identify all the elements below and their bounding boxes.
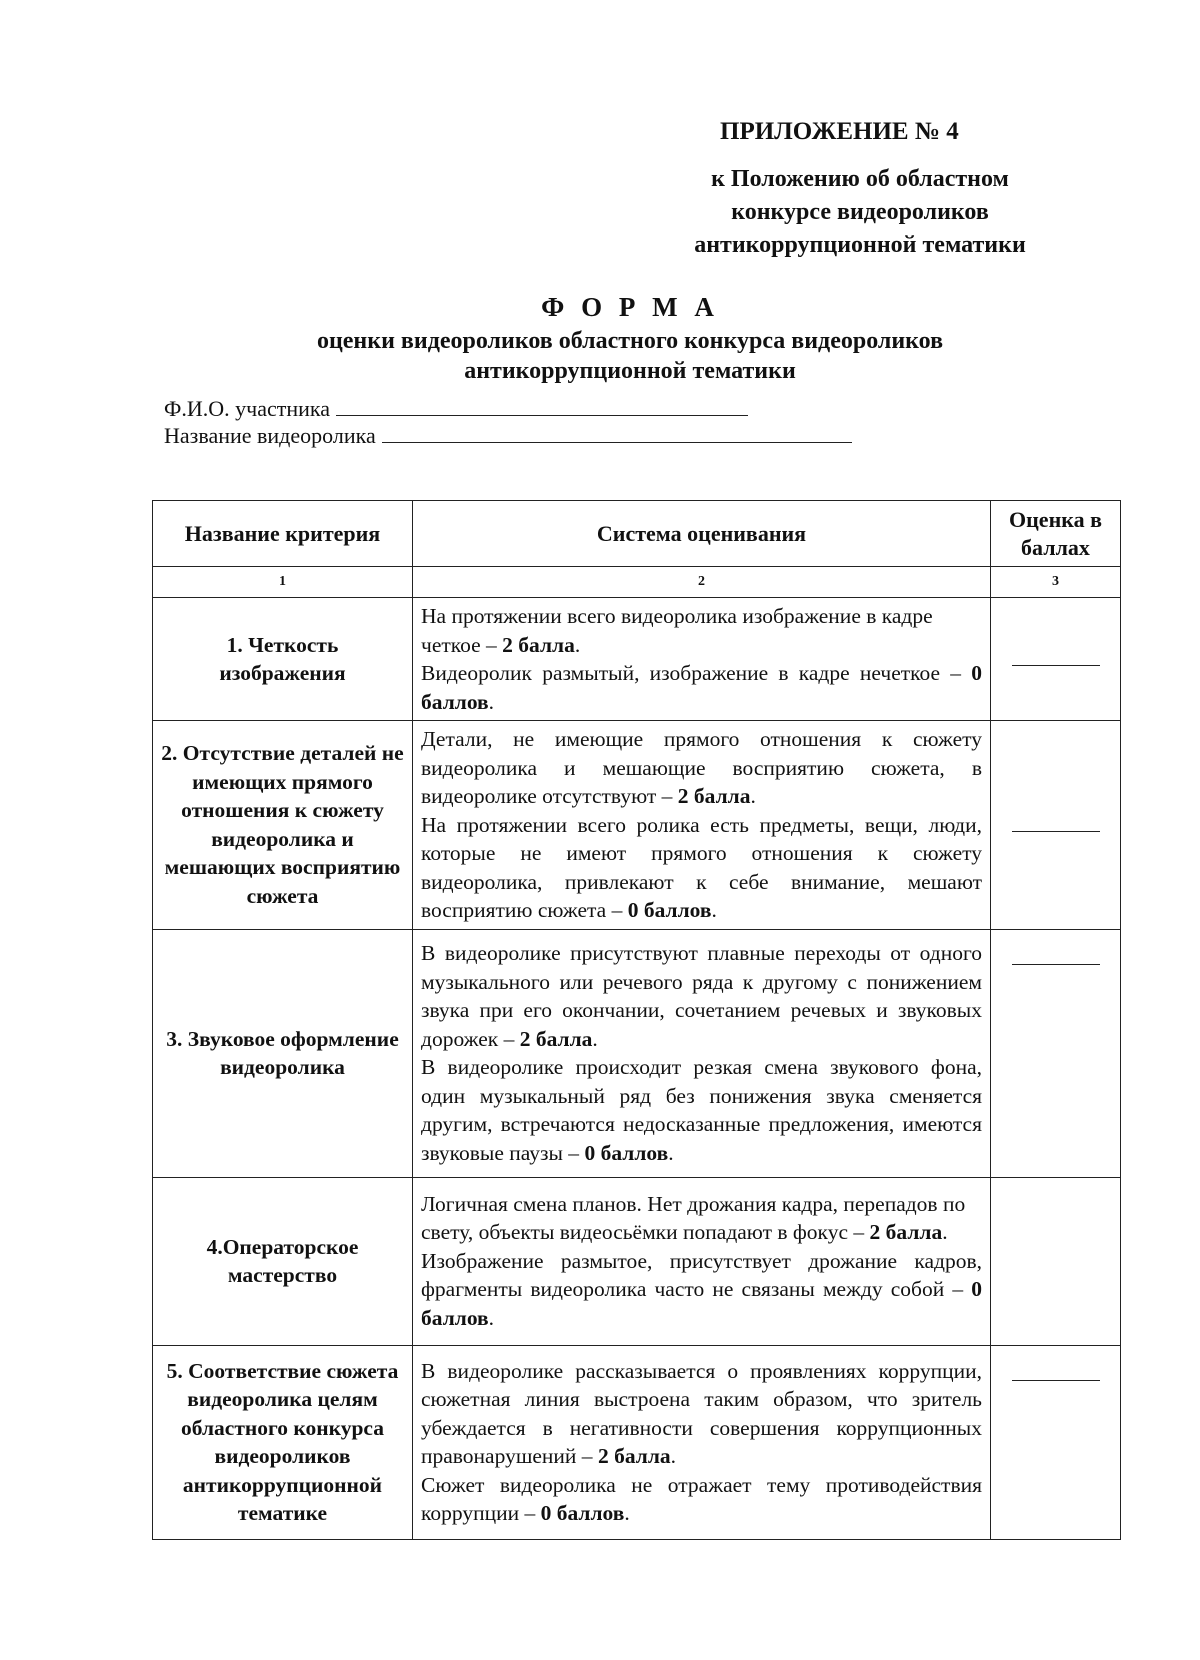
- bad-text: В видеоролике происходит резкая смена звукового фона, один музыкальный ряд без понижения звука сменяется другим, встречаются недосказанные предложения, имеются звуковые паузы –: [421, 1055, 982, 1165]
- bad-text: Изображение размытое, присутствует дрожание кадров, фрагменты видеоролика часто не связаны между собой –: [421, 1248, 982, 1302]
- bad-score: 0 баллов: [421, 661, 982, 714]
- appendix-title: ПРИЛОЖЕНИЕ № 4: [720, 118, 959, 145]
- header-criterion: Название критерия: [153, 501, 413, 567]
- good-score: 2 балла: [869, 1220, 943, 1245]
- scoring-cell: [413, 598, 991, 721]
- participant-field: [164, 395, 748, 422]
- bad-score: 0 баллов: [540, 1501, 625, 1525]
- column-number: 3: [991, 567, 1121, 598]
- good-text: Детали, не имеющие прямого отношения к сюжету видеоролика и мешающие восприятию сюжета, в видеоролике отсутствуют –: [421, 727, 982, 808]
- video-title-input-line[interactable]: [382, 422, 852, 443]
- regulation-line: конкурсе видеороликов: [731, 199, 989, 225]
- bad-description: В видеоролике происходит резкая смена звукового фона, один музыкальный ряд без понижения звука сменяется другим, встречаются недосказанные предложения, имеются звуковые паузы – 0 баллов.: [421, 1055, 982, 1165]
- column-number-row: [153, 567, 1121, 598]
- bad-description: Изображение размытое, присутствует дрожание кадров, фрагменты видеоролика часто не связаны между собой – 0 баллов.: [421, 1248, 982, 1330]
- form-subtitle: [150, 326, 1110, 386]
- participant-label: Ф.И.О. участника: [164, 396, 331, 421]
- good-score: 2 балла: [519, 1026, 593, 1051]
- header-score: Оценка в баллах: [991, 501, 1121, 567]
- score-blank: [1012, 665, 1100, 666]
- bad-text: На протяжении всего ролика есть предметы, вещи, люди, которые не имеют прямого отношения к сюжету видеоролика, привлекают к себе внимание, мешают восприятию сюжета –: [421, 812, 982, 922]
- bad-score: 0 баллов: [627, 898, 712, 922]
- bad-description: Сюжет видеоролика не отражает тему противодействия коррупции – 0 баллов.: [421, 1472, 982, 1525]
- bad-description: На протяжении всего ролика есть предметы, вещи, люди, которые не имеют прямого отношения к сюжету видеоролика, привлекают к себе внимание, мешают восприятию сюжета – 0 баллов.: [421, 812, 982, 922]
- regulation-line: к Положению об областном: [711, 166, 1009, 192]
- criterion-cell: 2. Отсутствие деталей не имеющих прямого отношения к сюжету видеоролика и мешающих восприятию сюжета: [153, 721, 413, 930]
- good-text: Логичная смена планов. Нет дрожания кадра, перепадов по свету, объекты видеосьёмки попадают в фокус –: [421, 1191, 966, 1245]
- score-cell[interactable]: [991, 721, 1121, 930]
- good-description: Логичная смена планов. Нет дрожания кадра, перепадов по свету, объекты видеосьёмки попадают в фокус – 2 балла.: [421, 1191, 966, 1245]
- good-description: На протяжении всего видеоролика изображение в кадре четкое – 2 балла.: [421, 604, 933, 657]
- bad-text: Видеоролик размытый, изображение в кадре нечеткое –: [421, 661, 972, 685]
- good-text: В видеоролике присутствуют плавные переходы от одного музыкального или речевого ряда к другому с понижением звука при его окончании, сочетанием речевых и звуковых дорожек –: [421, 941, 982, 1051]
- good-text: На протяжении всего видеоролика изображение в кадре четкое –: [421, 604, 933, 657]
- score-cell[interactable]: [991, 929, 1121, 1177]
- score-blank: [1012, 831, 1100, 832]
- good-description: В видеоролике присутствуют плавные переходы от одного музыкального или речевого ряда к другому с понижением звука при его окончании, сочетанием речевых и звуковых дорожек – 2 балла.: [421, 941, 982, 1051]
- bad-score: 0 баллов: [584, 1140, 669, 1165]
- criterion-cell: 4.Операторское мастерство: [153, 1177, 413, 1345]
- bad-text: Сюжет видеоролика не отражает тему противодействия коррупции –: [421, 1472, 982, 1525]
- scoring-cell: [413, 929, 991, 1177]
- score-blank: [1012, 964, 1100, 965]
- scoring-cell: [413, 721, 991, 930]
- score-cell[interactable]: [991, 1177, 1121, 1345]
- header-scoring-system: Система оценивания: [413, 501, 991, 567]
- form-subtitle-line: оценки видеороликов областного конкурса видеороликов: [316, 328, 944, 354]
- good-score: 2 балла: [597, 1444, 671, 1468]
- score-cell[interactable]: [991, 1345, 1121, 1539]
- regulation-line: антикоррупционной тематики: [694, 232, 1026, 258]
- score-blank: [1012, 1380, 1100, 1381]
- good-score: 2 балла: [677, 784, 751, 808]
- good-description: Детали, не имеющие прямого отношения к сюжету видеоролика и мешающие восприятию сюжета, в видеоролике отсутствуют – 2 балла.: [421, 727, 982, 808]
- table-row: [153, 598, 1121, 721]
- table-row: [153, 1345, 1121, 1539]
- bad-description: Видеоролик размытый, изображение в кадре нечеткое – 0 баллов.: [421, 661, 982, 714]
- scoring-cell: [413, 1177, 991, 1345]
- good-score: 2 балла: [502, 632, 575, 657]
- column-number: 1: [153, 567, 413, 598]
- video-title-label: Название видеоролика: [164, 423, 376, 448]
- form-subtitle-line: антикоррупционной тематики: [464, 358, 796, 384]
- table-row: [153, 1177, 1121, 1345]
- table-header-row: [153, 501, 1121, 567]
- good-text: В видеоролике рассказывается о проявлениях коррупции, сюжетная линия выстроена таким образом, что зритель убеждается в негативности совершения коррупционных правонарушений –: [421, 1358, 982, 1468]
- criterion-cell: 1. Четкость изображения: [153, 598, 413, 721]
- score-cell[interactable]: [991, 598, 1121, 721]
- criterion-cell: 3. Звуковое оформление видеоролика: [153, 929, 413, 1177]
- table-row: [153, 929, 1121, 1177]
- criterion-cell: 5. Соответствие сюжета видеоролика целям областного конкурса видеороликов антикоррупционной тематике: [153, 1345, 413, 1539]
- bad-score: 0 баллов: [421, 1277, 982, 1330]
- regulation-reference: [640, 163, 1080, 262]
- scoring-cell: [413, 1345, 991, 1539]
- form-title: Ф О Р М А: [541, 292, 719, 322]
- table-row: [153, 721, 1121, 930]
- criteria-table: [152, 500, 1121, 1540]
- good-description: В видеоролике рассказывается о проявлениях коррупции, сюжетная линия выстроена таким образом, что зритель убеждается в негативности совершения коррупционных правонарушений – 2 балла.: [421, 1358, 982, 1468]
- column-number: 2: [413, 567, 991, 598]
- participant-input-line[interactable]: [336, 395, 748, 416]
- video-title-field: [164, 422, 852, 449]
